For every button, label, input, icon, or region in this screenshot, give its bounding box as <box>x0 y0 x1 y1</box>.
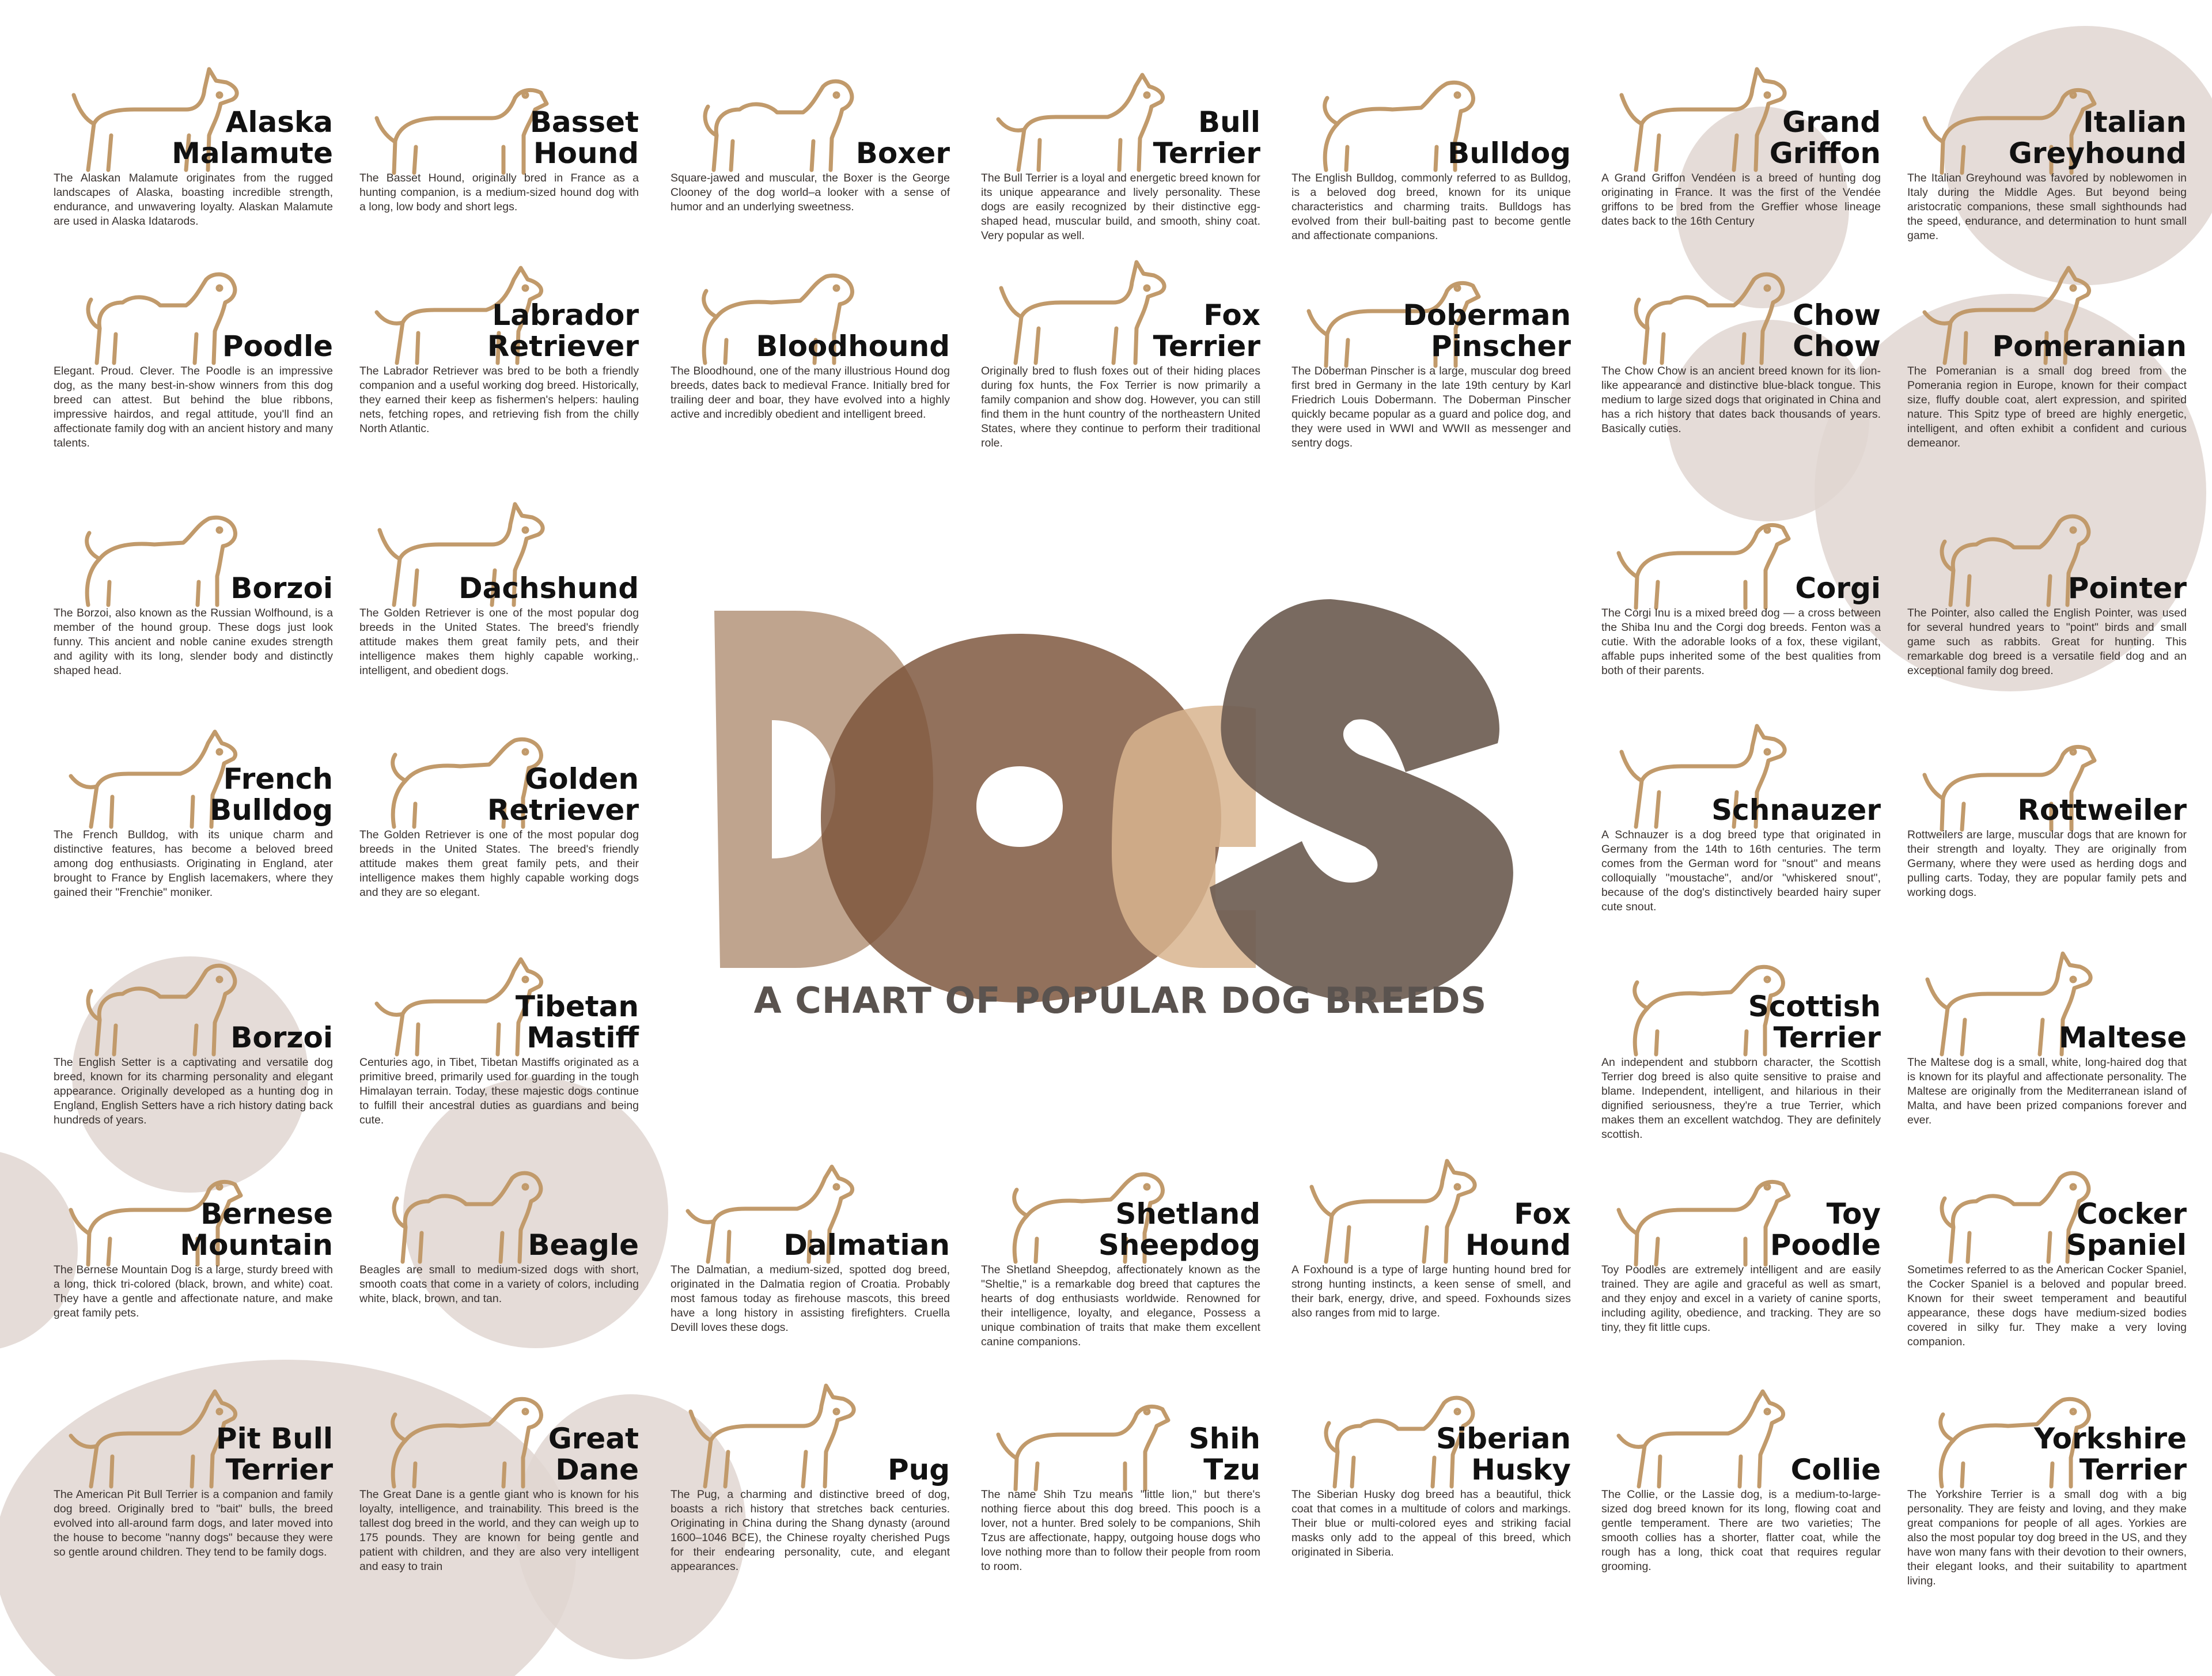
breed-name <box>743 1454 950 1485</box>
breed-description: The Collie, or the Lassie dog, is a medium-to-large-sized dog breed known for its long, flowing coat and gentle temperament. There are two varieties; The smooth collies has a shorter, flatter coat, while the rough has a long, thick coat that requires regular grooming. <box>1601 1488 1881 1573</box>
breed-description: The American Pit Bull Terrier is a companion and family dog breed. Originally bred to "bait" bulls, the breed evolved into all-around farm dogs, and later moved into the house to become "nanny dogs" because they were so gentle around children. They tend to be family dogs. <box>54 1488 333 1558</box>
breed-name-line: Boxer <box>855 137 950 170</box>
breed-description: Originally bred to flush foxes out of their hiding places during fox hunts, the Fox Terrier is now primarily a family companion and show dog. However, you can still find them in the hunt country of the northeastern United States, where they continue to perform their traditional role. <box>981 365 1260 449</box>
breed-name-line: French <box>223 762 333 796</box>
breed-name-line: Retriever <box>487 330 639 363</box>
breed-name-line: Collie <box>1790 1453 1881 1486</box>
breed-name-line: Bernese <box>200 1197 333 1231</box>
breed-name-line: Spaniel <box>2066 1228 2187 1262</box>
breed-name-line: Poodle <box>222 330 333 363</box>
breed-description: The Italian Greyhound was favored by noblewomen in Italy during the Middle Ages. But beyond being aristocratic companions, these small sighthounds had the speed, endurance, and determination to hunt small game. <box>1907 172 2187 242</box>
breed-name <box>1053 1423 1260 1485</box>
breed-name-line: Grand <box>1782 105 1881 139</box>
breed-description: The Maltese dog is a small, white, long-haired dog that is known for its playful and affectionate personality. The Maltese are originally from the Mediterranean island of Malta, and have been prized companions forever and ever. <box>1907 1056 2187 1126</box>
breed-name-line: Fox <box>1203 298 1260 332</box>
breed-description: The Basset Hound, originally bred in France as a hunting companion, is a medium-sized hound dog with a long, low body and short legs. <box>359 172 639 213</box>
breed-name <box>1363 138 1571 169</box>
breed-name-line: Pointer <box>2067 572 2187 605</box>
breed-description: Elegant. Proud. Clever. The Poodle is an impressive dog, as the many best-in-show winners from this dog breed can attest. But behind the blue ribbons, impressive hairdos, and regal attitude, you'll find an affectionate family dog with an ancient history and many talents. <box>54 365 333 449</box>
breed-description: The Doberman Pinscher is a large, muscular dog breed first bred in Germany in the late 19th century by Karl Friedrich Louis Dobermann. The Doberman Pinscher quickly became popular as a guard and police dog, and they were used in WWI and WWII as messenger and sentry dogs. <box>1291 365 1571 449</box>
breed-card <box>1907 1371 2187 1671</box>
breed-name-line: Beagle <box>528 1228 639 1262</box>
breed-name-line: Chow <box>1793 330 1881 363</box>
breed-description: The Pointer, also called the English Pointer, was used for several hundred years to "point" birds and small game such as rabbits. Great for hunting. This remarkable dog breed is a versatile field dog and an exceptional family dog breed. <box>1907 607 2187 677</box>
breed-name-line: Fox <box>1514 1197 1571 1231</box>
breed-description: The Pug, a charming and distinctive breed of dog, boasts a rich history that stretches back centuries. Originating in China during the Shang dynasty (around 1600–1046 BCE), the Chinese royalty cherished Pugs for their endearing personality, cute, and elegant appearances. <box>671 1488 950 1573</box>
dogs-title-letters <box>714 599 1513 1002</box>
breed-name <box>1979 1198 2187 1261</box>
breed-name-line: Hound <box>1465 1228 1571 1262</box>
breed-name-line: Siberian <box>1436 1422 1571 1455</box>
breed-name <box>1673 300 1881 362</box>
breed-name <box>1363 300 1571 362</box>
breed-name <box>1979 331 2187 362</box>
breed-description: The Alaskan Malamute originates from the rugged landscapes of Alaska, boasting incredible strength, endurance, and unwavering loyalty. Alaskan Malamute are used in Alaska Idatarods. <box>54 172 333 228</box>
breed-name <box>431 107 639 169</box>
breed-card <box>1291 248 1571 547</box>
breed-description: The Corgi Inu is a mixed breed dog — a cross between the Shiba Inu and the Corgi dog breeds. Fenton was a cutie. With the adorable looks of a fox, these vigilant, affable pups inherited some of the best qualities from both of their parents. <box>1601 607 1881 677</box>
breed-name-line: Hound <box>533 137 639 170</box>
breed-name <box>1673 991 1881 1053</box>
breed-description: An independent and stubborn character, the Scottish Terrier dog breed is also quite sensitive to praise and blame. Independent, intelligent, and hilarious in their dignified seriousness, they're a true Terrier, which makes them an excellent watchdog. They are definitely scottish. <box>1601 1056 1881 1141</box>
breed-name-line: Pinscher <box>1431 330 1571 363</box>
breed-name-line: Griffon <box>1769 137 1881 170</box>
breed-name <box>431 300 639 362</box>
breed-name <box>431 1229 639 1261</box>
breed-name <box>126 573 333 604</box>
breed-name <box>1673 573 1881 604</box>
breed-name-line: Terrier <box>225 1453 333 1486</box>
breed-name <box>743 331 950 362</box>
breed-name-line: Dane <box>555 1453 639 1486</box>
breed-description: Toy Poodles are extremely intelligent and are easily trained. They are agile and graceful as well as smart, and they enjoy and excel in a variety of canine sports, including agility, obedience, and tracking. They are so tiny, they fit little cups. <box>1601 1263 1881 1334</box>
breed-name <box>126 1423 333 1485</box>
breed-description: The Bull Terrier is a loyal and energetic breed known for its unique appearance and lively personality. These dogs are easily recognized by their distinctive egg-shaped head, muscular build, and smooth, shiny coat. Very popular as well. <box>981 172 1260 242</box>
breed-description: Square-jawed and muscular, the Boxer is the George Clooney of the dog world–a looker with a sense of humor and an underlying sweetness. <box>671 172 950 213</box>
breed-name-line: Corgi <box>1795 572 1881 605</box>
breed-card <box>981 248 1260 547</box>
breed-name-line: Dachshund <box>459 572 639 605</box>
breed-name <box>126 331 333 362</box>
breed-card <box>359 1371 639 1671</box>
breed-name-line: Basset <box>529 105 639 139</box>
breed-name-line: Pomeranian <box>1992 330 2187 363</box>
breed-description: The name Shih Tzu means "little lion," but there's nothing fierce about this dog breed. This pooch is a lover, not a hunter. Bred solely to be companions, Shih Tzus are affectionate, happy, outgoing house dogs who love nothing more than to follow their people from room to room. <box>981 1488 1260 1573</box>
breed-name <box>1979 1022 2187 1053</box>
breed-name-line: Borzoi <box>230 1021 333 1054</box>
breed-name-line: Sheepdog <box>1098 1228 1260 1262</box>
breed-name-line: Shih <box>1188 1422 1260 1455</box>
breed-card <box>671 1371 950 1671</box>
breed-name-line: Borzoi <box>230 572 333 605</box>
breed-name-line: Scottish <box>1748 990 1881 1023</box>
breed-name <box>1979 573 2187 604</box>
breed-description: The Bloodhound, one of the many illustrious Hound dog breeds, dates back to medieval France. Initially bred for trailing deer and boar, they have evolved into a highly active and incredibly obedient and intelligent breed. <box>671 365 950 421</box>
breed-name <box>1053 107 1260 169</box>
subtitle: A CHART OF POPULAR DOG BREEDS <box>753 979 1487 1022</box>
breed-description: The Dalmatian, a medium-sized, spotted dog breed, originated in the Dalmatia region of Croatia. Probably most famous today as firehouse mascots, this breed have a long history in assisting firefighters. Cruella Devill loves these dogs. <box>671 1263 950 1334</box>
breed-name-line: Terrier <box>2079 1453 2187 1486</box>
breed-name <box>743 1229 950 1261</box>
breed-description: A Schnauzer is a dog breed type that originated in Germany from the 14th to 16th centuries. The term comes from the German word for "snout" and means colloquially "moustache", and/or "whiskered snout", because of the dog's distinctively bearded hairy super cute snout. <box>1601 828 1881 913</box>
breed-description: The Bernese Mountain Dog is a large, sturdy breed with a long, thick tri-colored (black, brown, and white) coat. They have a gentle and affectionate nature, and make great family pets. <box>54 1263 333 1319</box>
breed-description: The Pomeranian is a small dog breed from the Pomerania region in Europe, known for their compact size, fluffy double coat, alert expression, and spirited nature. This Spitz type of breed are highly energetic, intelligent, and often exhibit a confident and curious demeanor. <box>1907 365 2187 449</box>
breed-name <box>1979 1423 2187 1485</box>
dogs-title <box>714 599 1527 1002</box>
breed-description: The Chow Chow is an ancient breed known for its lion-like appearance and distinctive blue-black tongue. This medium to large sized dogs that originated in China and has a rich history that dates back thousands of years. Basically cuties. <box>1601 365 1881 435</box>
breed-name-line: Cocker <box>2076 1197 2187 1231</box>
breed-description: The Labrador Retriever was bred to be both a friendly companion and a useful working dog breed. Historically, they earned their keep as fishermen's helpers: hauling nets, fetching ropes, and retrieving fish from the chilly North Atlantic. <box>359 365 639 435</box>
breed-card <box>54 1371 333 1671</box>
breed-name <box>1673 107 1881 169</box>
breed-description: The Shetland Sheepdog, affectionately known as the "Sheltie," is a remarkable dog breed that captures the hearts of dog enthusiasts worldwide. Renowned for their intelligence, loyalty, and elegance, Possess a unique combination of traits that make them excellent canine companions. <box>981 1263 1260 1348</box>
breed-name-line: Terrier <box>1153 330 1260 363</box>
breed-name-line: Chow <box>1793 298 1881 332</box>
breed-description: Beagles are small to medium-sized dogs with short, smooth coats that come in a variety of colors, including white, black, brown, and tan. <box>359 1263 639 1305</box>
breed-name-line: Maltese <box>2058 1021 2187 1054</box>
breed-name <box>431 991 639 1053</box>
breed-name <box>126 1022 333 1053</box>
breed-name <box>1673 795 1881 826</box>
breed-name-line: Mastiff <box>527 1021 639 1054</box>
breed-name-line: Dalmatian <box>783 1228 950 1262</box>
breed-name-line: Schnauzer <box>1711 793 1881 827</box>
breed-name <box>126 107 333 169</box>
breed-name-line: Retriever <box>487 793 639 827</box>
breed-name <box>431 573 639 604</box>
breed-description: The Yorkshire Terrier is a small dog with a big personality. They are feisty and loving, and they make great companions for people of all ages. Yorkies are also the most popular toy dog breed in the US, and they have won many fans with their devotion to their owners, their elegant looks, and their suitability to apartment living. <box>1907 1488 2187 1587</box>
breed-name <box>431 1423 639 1485</box>
breed-name-line: Bloodhound <box>756 330 950 363</box>
breed-description: Sometimes referred to as the American Cocker Spaniel, the Cocker Spaniel is a beloved and popular breed. Known for their sweet temperament and beautiful appearance, these dogs have medium-sized bodies covered in silky fur. They make a very loving companion. <box>1907 1263 2187 1348</box>
breed-name-line: Alaska <box>225 105 333 139</box>
breed-name <box>743 138 950 169</box>
breed-card <box>671 248 950 547</box>
breed-name-line: Doberman <box>1403 298 1571 332</box>
breed-description: The English Bulldog, commonly referred to as Bulldog, is a beloved dog breed, known for its unique characteristics and charming traits. Bulldogs has evolved from their bull-baiting past to become gentle and affectionate companions. <box>1291 172 1571 242</box>
breed-name-line: Pit Bull <box>215 1422 333 1455</box>
breed-name <box>1673 1198 1881 1261</box>
breed-name-line: Terrier <box>1773 1021 1881 1054</box>
breed-name-line: Poodle <box>1770 1228 1881 1262</box>
breed-name-line: Mountain <box>180 1228 333 1262</box>
breed-description: The French Bulldog, with its unique charm and distinctive features, has become a beloved breed among dog enthusiasts. Originating in England, ater brought to France by English lacemakers, where they gained their "Frenchie" moniker. <box>54 828 333 899</box>
breed-name-line: Toy <box>1826 1197 1881 1231</box>
breed-name <box>1979 795 2187 826</box>
breed-name <box>431 763 639 826</box>
breed-card <box>981 1371 1260 1671</box>
breed-name-line: Bull <box>1198 105 1260 139</box>
breed-description: The Great Dane is a gentle giant who is known for his loyalty, intelligence, and trainability. This breed is the tallest dog breed in the world, and they can weigh up to 175 pounds. They are known for being gentle and patient with children, and they are also very intelligent and easy to train <box>359 1488 639 1573</box>
breed-name-line: Golden <box>525 762 639 796</box>
breed-name-line: Terrier <box>1153 137 1260 170</box>
breed-name <box>126 763 333 826</box>
breed-name-line: Italian <box>2083 105 2187 139</box>
breed-description: The Siberian Husky dog breed has a beautiful, thick coat that comes in a multitude of colors and markings. Their blue or multi-colored eyes and striking facial masks only add to the appeal of this breed, which originated in Siberia. <box>1291 1488 1571 1558</box>
breed-name <box>1673 1454 1881 1485</box>
breed-description: The English Setter is a captivating and versatile dog breed, known for its charming personality and elegant appearance. Originally developed as a hunting dog in England, English Setters have a rich history dating back hundreds of years. <box>54 1056 333 1126</box>
breed-name <box>1363 1198 1571 1261</box>
breed-description: Rottweilers are large, muscular dogs that are known for their strength and loyalty. They are originally from Germany, where they were used as herding dogs and pulling carts. Today, they are popular family pets and working dogs. <box>1907 828 2187 899</box>
breed-name-line: Tibetan <box>515 990 639 1023</box>
breed-name-line: Bulldog <box>210 793 333 827</box>
breed-card <box>1601 1371 1881 1671</box>
breed-name-line: Labrador <box>492 298 639 332</box>
breed-description: Centuries ago, in Tibet, Tibetan Mastiffs originated as a primitive breed, primarily used for guarding in the tough Himalayan terrain. Today, these majestic dogs continue to fulfill their ancestral duties as guardians and being cute. <box>359 1056 639 1126</box>
breed-name <box>1053 1198 1260 1261</box>
breed-name-line: Great <box>548 1422 639 1455</box>
breed-name-line: Pug <box>887 1453 950 1486</box>
breed-description: The Golden Retriever is one of the most popular dog breeds in the United States. The breed's friendly attitude makes them great family pets, and their intelligence makes them highly capable working,. intelligent, and obedient dogs. <box>359 607 639 677</box>
breed-name-line: Shetland <box>1115 1197 1260 1231</box>
breed-name <box>1053 300 1260 362</box>
breed-description: The Borzoi, also known as the Russian Wolfhound, is a member of the hound group. These dogs just look funny. This ancient and noble canine exudes strength and agility with its long, slender body and distinctly shaped head. <box>54 607 333 677</box>
breed-name-line: Rottweiler <box>2017 793 2187 827</box>
breed-description: The Golden Retriever is one of the most popular dog breeds in the United States. The breed's friendly attitude makes them great family pets, and their intelligence makes them highly capable working dogs and they are so elegant. <box>359 828 639 899</box>
breed-description: A Grand Griffon Vendéen is a breed of hunting dog originating in France. It was the first of the Vendée griffons to be bred from the Greffier whose lineage dates back to the 16th Century <box>1601 172 1881 228</box>
breed-name <box>126 1198 333 1261</box>
breed-name <box>1363 1423 1571 1485</box>
breed-name-line: Greyhound <box>2008 137 2187 170</box>
breed-name-line: Husky <box>1471 1453 1571 1486</box>
breed-name-line: Yorkshire <box>2034 1422 2187 1455</box>
breed-name <box>1979 107 2187 169</box>
breed-name-line: Malamute <box>172 137 333 170</box>
breed-description: A Foxhound is a type of large hunting hound bred for strong hunting instincts, a keen sense of smell, and their bark, energy, drive, and speed. Foxhounds sizes also ranges from mid to large. <box>1291 1263 1571 1319</box>
breed-name-line: Tzu <box>1203 1453 1260 1486</box>
breed-name-line: Bulldog <box>1448 137 1571 170</box>
breed-card <box>1291 1371 1571 1671</box>
